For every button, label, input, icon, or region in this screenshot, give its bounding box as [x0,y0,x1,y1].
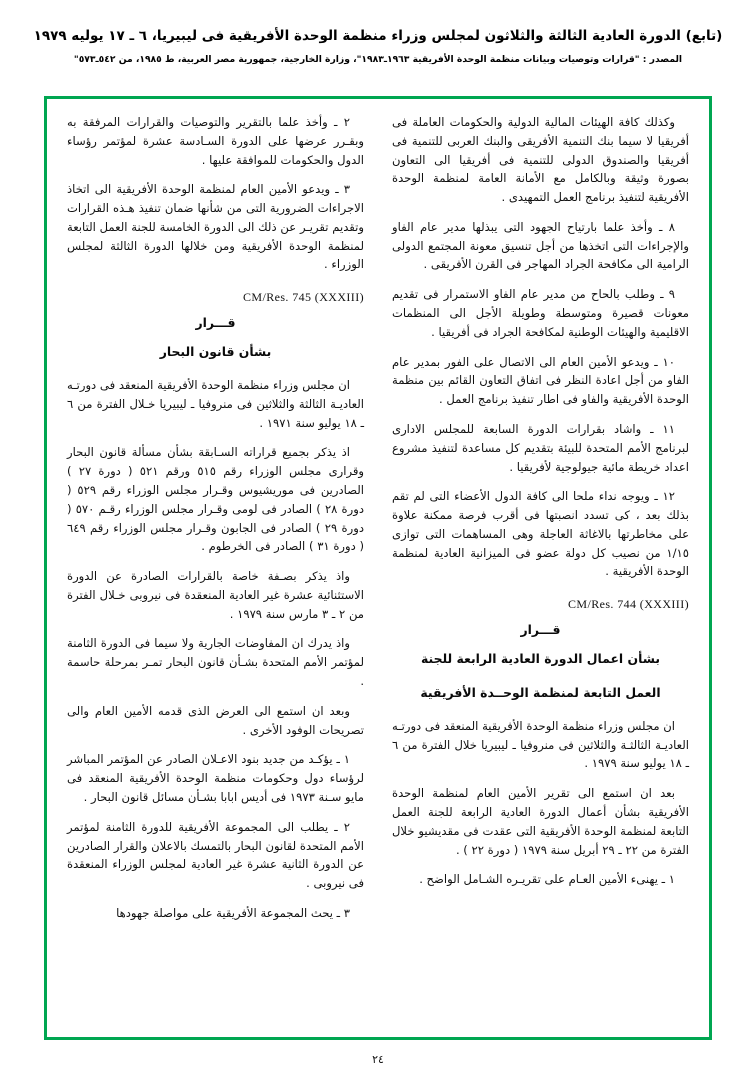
paragraph: ٨ ـ وأخذ علما بارتياح الجهود التى يبذلها مدير عام الفاو والإجراءات التى اتخذها من أجل تنسيق معونة المجتمع الدولى الرامية الى مكافحة الجراد المهاجر فى القرن الأفريقى . [392,219,689,272]
green-border-frame [44,96,712,1040]
paragraph: ٢ ـ وأخذ علما بالتقرير والتوصيات والقرارات المرفقة به وبقـرر عرضها على الدورة السـادسة عشرة لمؤتمر رؤساء الدول والحكومات للموافقة عليها . [67,115,364,167]
paragraph: ١٠ ـ ويدعو الأمين العام الى الاتصال على الفور بمدير عام الفاو من أجل اعادة النظر فى اتفاق التعاون القائم بين منظمة الوحدة الأفريقية والفاو فى اطار تنفيذ برنامج العمل . [392,354,689,407]
source-citation: المصدر : "قرارات وتوصيات وبيانات منظمة الوحدة الأفريقية ١٩٦٣ـ١٩٨٣"، وزارة الخارجية، جمهورية مصر العربية، ط ١٩٨٥، من ٥٤٢ـ٥٧٣" [73,54,683,66]
paragraph: وبعد ان استمع الى العرض الذى قدمه الأمين العام والى تصريحات الوفود الأخرى . [67,703,364,737]
paragraph: ١ ـ يهنىء الأمين العـام على تقريـره الشـامل الواضح . [419,872,675,887]
column-right [378,113,693,1027]
paragraph: ٣ ـ ويدعو الأمين العام لمنظمة الوحدة الأفريقية الى اتخاذ الاجراءات الضرورية التى من شأنها ضمان تنفيذ هـذه القرارات وتقديم تقريـر عن ذلك الى الدورة الخامسة للجنة العمل التابعة لمنظمة الوحدة الأفريقية ومن خلالها الدورة الثالثة لمجلس الوزراء . [67,182,364,272]
paragraph: اذ يذكر بجميع قراراته السـابقة بشأن مسألة قانون البحار وقرارى مجلس الوزراء رقم ٥١٥ ورقم ٥٢١ ( دورة ٢٧ ) الصادرين فى موريشيوس وقـرار مجلس الوزراء رقم ٥٢٩ ( دورة ٢٨ ) الصادر فى لومى وقـرار مجلس الوزراء رقـم ٥٧٠ ( دورة ٢٩ ) الصادر فى الجابون وقـرار مجلس الوزراء رقم ٦٤٩ ( دورة ٣١ ) الصادر فى الخرطوم . [67,445,365,554]
page-title: (تابع) الدورة العادية الثالثة والثلاثون لمجلس وزراء منظمة الوحدة الأفريقية فى ليبيريا، ٦ ـ ١٧ يوليه ١٩٧٩ [33,28,723,44]
paragraph: ١١ ـ واشاد بقرارات الدورة السابعة للمجلس الادارى لبرنامج الأمم المتحدة للبيئة بتقديم كل مساعدة لتنفيذ مشروع اعداد خريطة مائية جيولوجية لأفريقيا . [392,421,689,474]
resolution-heading: قـــرار [520,622,561,638]
paragraph: ان مجلس وزراء منظمة الوحدة الأفريقية المنعقد فى دورتـه العاديـة الثالثـة والثلاثين فى منروفيا ـ ليبيريا خلال الفترة من ٦ ـ ١٨ يوليو سنة ١٩٧٩ . [392,718,689,771]
resolution-id: CM/Res. 745 (XXXIII) [243,290,364,305]
column-left [63,113,378,1027]
paragraph: وكذلك كافة الهيئات المالية الدولية والحكومات العاملة فى أفريقيا لا سيما بنك التنمية الأفريقى والبنك العربى للتنمية فى أفريقيا والصندوق الدولى للتنمية فى أفريقيا الى التعاون بصورة وثيقة وبالكامل مع الأمانة العامة لمنظمة الوحدة الأفريقية لتنفيذ برنامج العمل التمهيدى . [392,115,689,205]
paragraph: ١ ـ يؤكـد من جديد بنود الاعـلان الصادر عن المؤتمر المباشر لرؤساء دول وحكومات منظمة الوحدة الأفريقية المنعقد فى مايو سـنة ١٩٧٣ فى أديس ابابا بشـأن مسائل قانون البحار . [67,752,364,804]
resolution-heading: قـــرار [195,315,236,331]
paragraph: واذ يدرك ان المفاوضات الجارية ولا سيما فى الدورة الثامنة لمؤتمر الأمم المتحدة بشـأن قانون البحار تمـر بمرحلة حاسمة . [67,636,364,689]
resolution-title-line: بشأن اعمال الدورة العادية الرابعة للجنة [421,651,660,667]
resolution-title-line: العمل التابعة لمنظمة الوحــدة الأفريقية [420,685,661,701]
paragraph: ٩ ـ وطلب بالحاح من مدير عام الفاو الاستمرار فى تقديم معونات قصيرة ومتوسطة وطويلة الأجل الى المنظمات الاقليمية والهيئات الوطنية لمكافحة الجراد فى أفريقيا . [392,287,689,339]
document-header [0,26,756,67]
paragraph: بعد ان استمع الى تقرير الأمين العام لمنظمة الوحدة الأفريقية بشأن أعمال الدورة العادية الرابعة للجنة العمل التابعة لمنظمة الوحدة الأفريقية التى عقدت فى مقديشيو خلال الفترة من ٢٢ ـ ٢٩ أبريل سنة ١٩٧٩ ( دورة ٢٢ ) . [392,786,689,857]
two-column-body [63,113,693,1027]
paragraph: ان مجلس وزراء منظمة الوحدة الأفريقية المنعقد فى دورتـه العاديـة الثالثة والثلاثين فى منروفيا ـ ليبيريا خـلال الفترة من ٦ ـ ١٨ يوليو سنة ١٩٧١ . [67,378,364,430]
paragraph: ٣ ـ يحث المجموعة الأفريقية على مواصلة جهودها [116,905,350,920]
paragraph: ١٢ ـ ويوجه نداء ملحا الى كافة الدول الأعضاء التى لم تقم بذلك بعد ، كى تسدد انصبتها فى أقرب فرصة ممكنة علاوة على مخاطرتها بالاغاثة العاجلة وهى المساهمات التى توازى ١/١٥ من نصيب كل دولة عضو فى الميزانية العادية لمنظمة الوحدة الأفريقية . [392,489,689,579]
page-number: ٢٤ [372,1053,384,1066]
resolution-title-line: بشأن قانون البحار [159,344,272,360]
resolution-id: CM/Res. 744 (XXXIII) [568,597,689,612]
paragraph: ٢ ـ يطلب الى المجموعة الأفريقية للدورة الثامنة لمؤتمر الأمم المتحدة لقانون البحار بالتمسك بالاعلان والقرار الصادرين عن الدورة الثانية عشرة غير العادية لمجلس الوزراء المنعقدة فى نيروبى . [67,819,364,891]
paragraph: واذ يذكر بصـفة خاصة بالقرارات الصادرة عن الدورة الاستثنائية عشرة غير العادية المنعقدة فى نيروبى خـلال الفترة من ٢ ـ ٣ مارس سنة ١٩٧٩ . [67,569,364,621]
